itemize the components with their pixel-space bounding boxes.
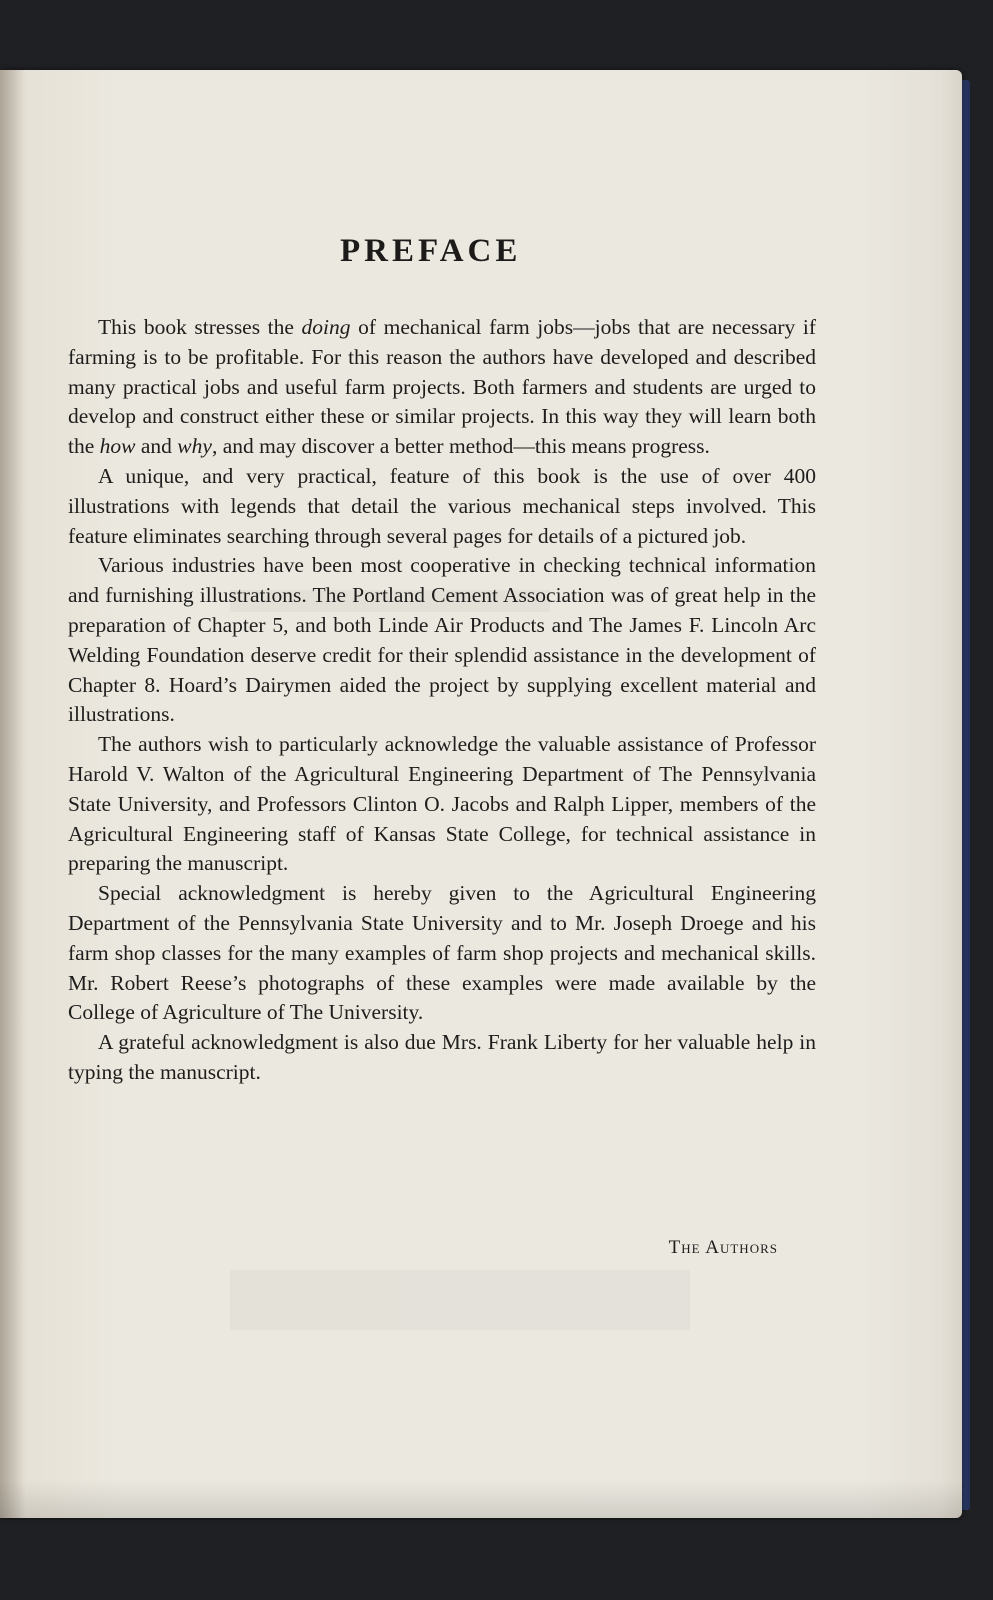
paragraph-1-text: and: [135, 434, 178, 459]
paragraph-1: [68, 313, 816, 462]
paragraph-1-text: of mechanical farm jobs—jobs that are necessary if farming is to be profitable. For this reason the authors have developed and described many practical jobs and useful farm projects. Both farmers and students are urged to develop and construct either these or similar projects. In this way they will learn both the: [68, 315, 816, 459]
paragraph-2: A unique, and very practical, feature of this book is the use of over 400 illustrations with legends that detail the various mechanical steps involved. This feature eliminates searching through several pages for details of a pictured job.: [68, 463, 816, 548]
paragraph-6: A grateful acknowledgment is also due Mrs. Frank Liberty for her valuable help in typing the manuscript.: [68, 1030, 816, 1084]
gutter-shadow: [0, 70, 26, 1518]
signature: The Authors: [668, 1237, 778, 1258]
paragraph-4: The authors wish to particularly acknowledge the valuable assistance of Professor Harold V. Walton of the Agricultural Engineering Department of The Pennsylvania State University, and Professors Clinton O. Jacobs and Ralph Lipper, members of the Agricultural Engineering staff of Kansas State College, for technical assistance in preparing the manuscript.: [68, 732, 816, 876]
show-through-block: [230, 1270, 690, 1330]
paragraph-5: Special acknowledgment is hereby given to the Agricultural Engineering Department of the Pennsylvania State University and to Mr. Joseph Droege and his farm shop classes for the many examples of farm shop projects and mechanical skills. Mr. Robert Reese’s photographs of these examples were made available by the College of Agriculture of The University.: [68, 881, 816, 1025]
paragraph-3: Various industries have been most cooperative in checking technical information and furnishing illustrations. The Portland Cement Association was of great help in the preparation of Chapter 5, and both Linde Air Products and The James F. Lincoln Arc Welding Foundation deserve credit for their splendid assistance in the development of Chapter 8. Hoard’s Dairymen aided the project by supplying excellent material and illustrations.: [68, 553, 816, 727]
emphasis-how: how: [99, 434, 136, 459]
preface-body: [68, 313, 816, 1088]
page-title: PREFACE: [340, 233, 522, 269]
page-bottom-shadow: [0, 1480, 962, 1520]
emphasis-why: why: [177, 434, 212, 459]
emphasis-doing: doing: [301, 315, 351, 339]
paragraph-1-text: , and may discover a better method—this means progress.: [211, 434, 710, 459]
paragraph-1-text: This book stresses the: [98, 315, 302, 339]
